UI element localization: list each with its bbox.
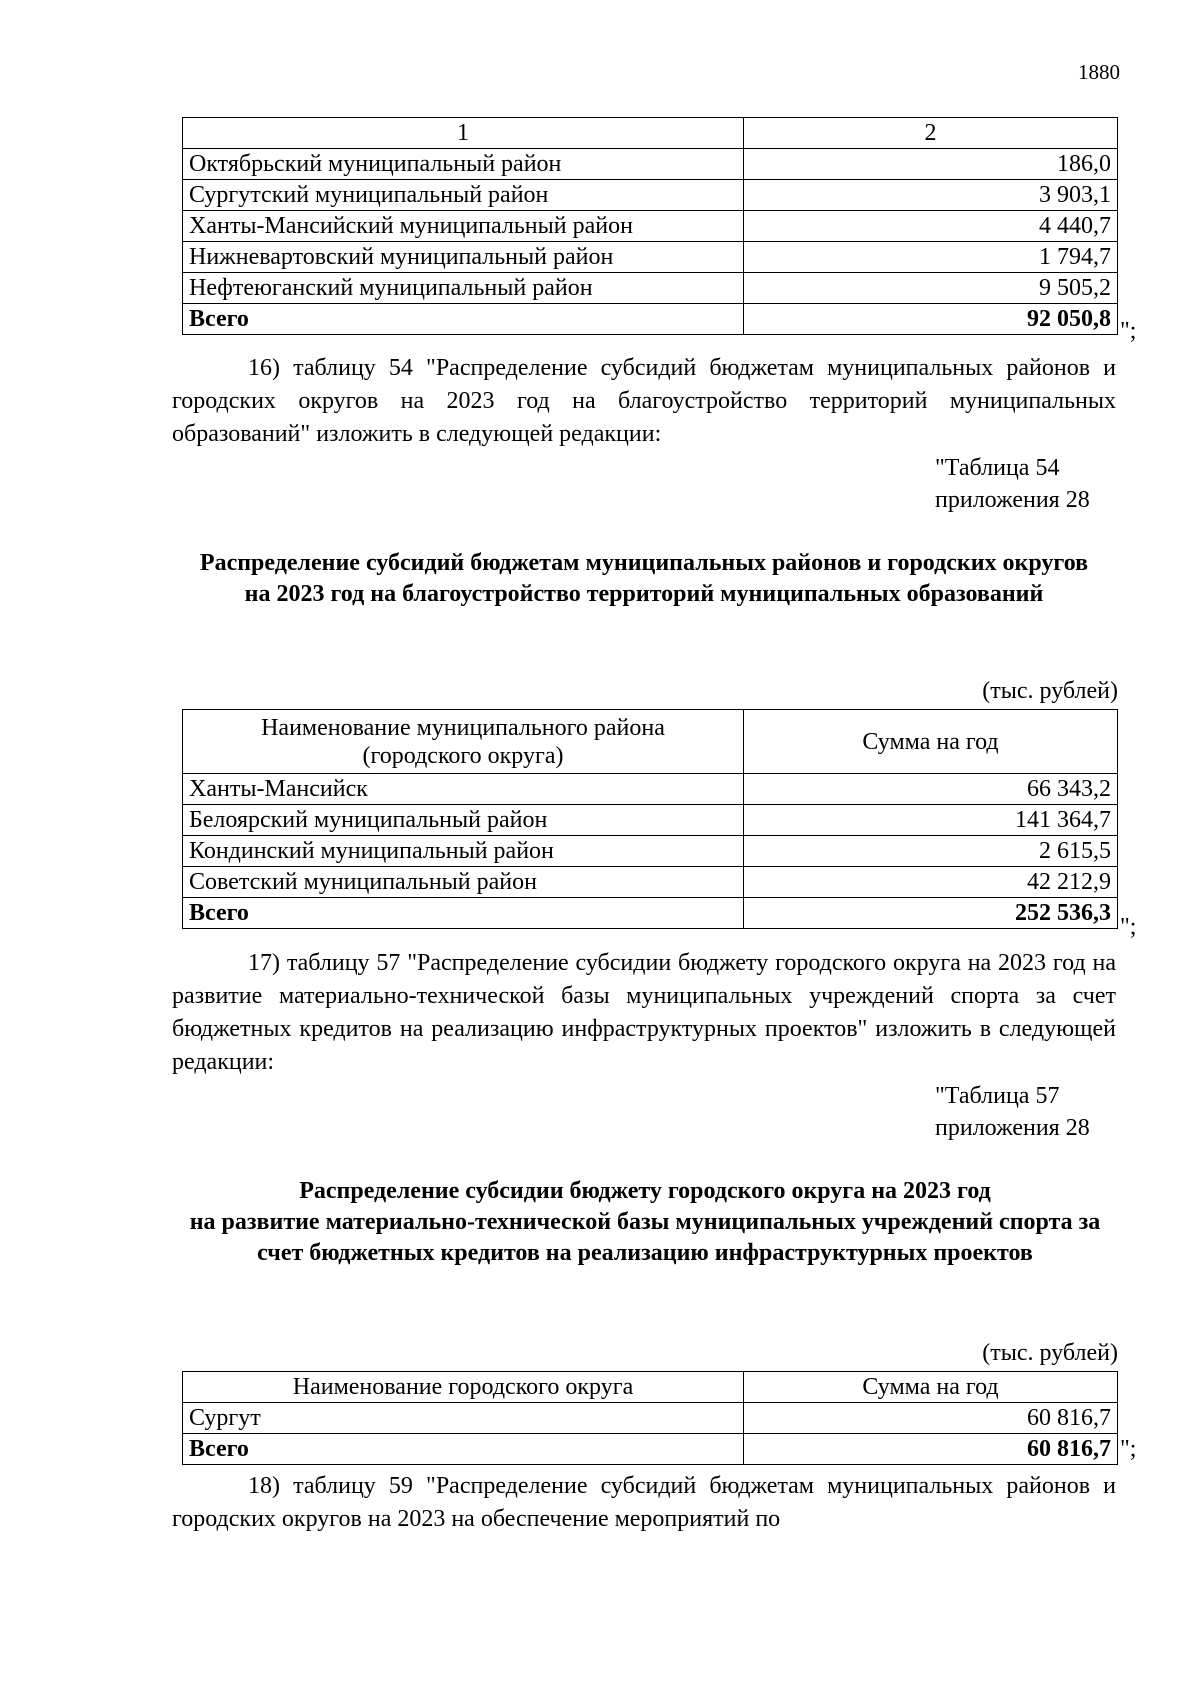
closing-quote: ";	[1120, 318, 1137, 344]
total-row	[183, 304, 1118, 335]
ref-line-2: приложения 28	[935, 487, 1090, 513]
row-name: Нижневартовский муниципальный район	[183, 242, 744, 273]
heading-line-1: Распределение субсидии бюджету городского округа на 2023 год	[299, 1178, 991, 1204]
ref-line-1: "Таблица 57	[935, 1083, 1060, 1109]
total-label: Всего	[183, 304, 744, 335]
table-row	[183, 242, 1118, 273]
row-value: 186,0	[744, 149, 1118, 180]
header-name: Наименование муниципального района (городского округа)	[183, 710, 744, 774]
row-value: 2 615,5	[744, 836, 1118, 867]
table-row	[183, 867, 1118, 898]
table-row	[183, 180, 1118, 211]
total-label: Всего	[183, 898, 744, 929]
row-value: 4 440,7	[744, 211, 1118, 242]
ref-line-1: "Таблица 54	[935, 455, 1060, 481]
row-name: Нефтеюганский муниципальный район	[183, 273, 744, 304]
row-value: 66 343,2	[744, 774, 1118, 805]
total-row	[183, 898, 1118, 929]
table-row	[183, 273, 1118, 304]
row-name: Советский муниципальный район	[183, 867, 744, 898]
table-57-reference	[935, 1080, 1090, 1144]
row-name: Белоярский муниципальный район	[183, 805, 744, 836]
total-value: 60 816,7	[744, 1434, 1118, 1465]
table-54	[182, 709, 1118, 929]
total-value: 252 536,3	[744, 898, 1118, 929]
header-sum: Сумма на год	[744, 1372, 1118, 1403]
closing-quote: ";	[1120, 1436, 1137, 1462]
row-value: 60 816,7	[744, 1403, 1118, 1434]
paragraph-18: 18) таблицу 59 "Распределение субсидий бюджетам муниципальных районов и городских округов на 2023 на обеспечение мероприятий по	[172, 1473, 1116, 1532]
table-row	[183, 836, 1118, 867]
table-54-heading: Распределение субсидий бюджетам муниципальных районов и городских округов на 2023 год на благоустройство территорий муниципальных образований	[199, 550, 1089, 607]
row-value: 3 903,1	[744, 180, 1118, 211]
column-number-1: 1	[183, 118, 744, 149]
header-name: Наименование городского округа	[183, 1372, 744, 1403]
row-value: 9 505,2	[744, 273, 1118, 304]
table-continued	[182, 117, 1118, 335]
page-number: 1880	[1078, 60, 1120, 84]
total-row	[183, 1434, 1118, 1465]
column-number-2: 2	[744, 118, 1118, 149]
table-57	[182, 1371, 1118, 1465]
total-label: Всего	[183, 1434, 744, 1465]
heading-line-2: на развитие материально-технической базы муниципальных учреждений спорта за счет бюджетных кредитов на реализацию инфраструктурных проектов	[189, 1209, 1101, 1266]
table-row	[183, 211, 1118, 242]
unit-label: (тыс. рублей)	[982, 678, 1118, 704]
row-name: Ханты-Мансийск	[183, 774, 744, 805]
row-value: 42 212,9	[744, 867, 1118, 898]
table-row	[183, 149, 1118, 180]
closing-quote: ";	[1120, 914, 1137, 940]
row-name: Ханты-Мансийский муниципальный район	[183, 211, 744, 242]
unit-label: (тыс. рублей)	[982, 1340, 1118, 1366]
paragraph-16: 16) таблицу 54 "Распределение субсидий бюджетам муниципальных районов и городских округов на 2023 год на благоустройство территорий муниципальных образований" изложить в следующей редакции:	[172, 355, 1116, 447]
header-sum: Сумма на год	[744, 710, 1118, 774]
row-name: Кондинский муниципальный район	[183, 836, 744, 867]
paragraph-17: 17) таблицу 57 "Распределение субсидии бюджету городского округа на 2023 год на развитие материально-технической базы муниципальных учреждений спорта за счет бюджетных кредитов на реализацию инфраструктурных проектов" изложить в следующей редакции:	[172, 950, 1116, 1075]
table-row	[183, 774, 1118, 805]
row-name: Сургут	[183, 1403, 744, 1434]
total-value: 92 050,8	[744, 304, 1118, 335]
table-row	[183, 1403, 1118, 1434]
row-name: Октябрьский муниципальный район	[183, 149, 744, 180]
table-row	[183, 805, 1118, 836]
row-value: 1 794,7	[744, 242, 1118, 273]
row-value: 141 364,7	[744, 805, 1118, 836]
ref-line-2: приложения 28	[935, 1115, 1090, 1141]
table-57-heading	[180, 1176, 1110, 1269]
table-54-reference	[935, 452, 1090, 516]
row-name: Сургутский муниципальный район	[183, 180, 744, 211]
